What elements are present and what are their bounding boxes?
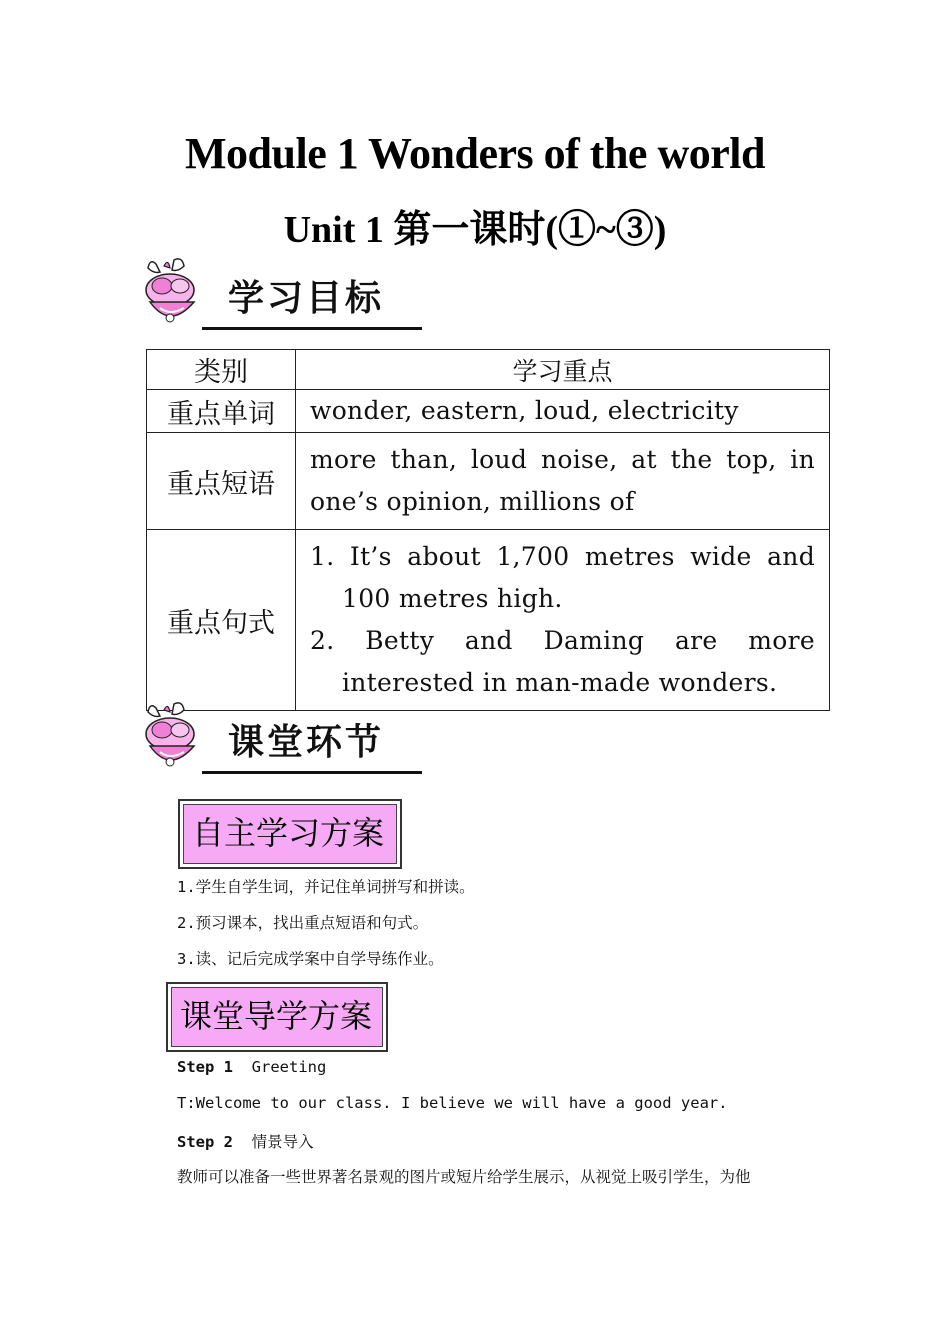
- row-content: wonder, eastern, loud, electricity: [296, 390, 830, 433]
- tag-label: 自主学习方案: [183, 804, 397, 864]
- column-header-focus: 学习重点: [296, 350, 830, 390]
- sentence-item: 1. It’s about 1,700 metres wide and 100 metres high.: [310, 542, 815, 613]
- table-row: [147, 390, 830, 433]
- table-row: [147, 433, 830, 530]
- tag-label: 课堂导学方案: [171, 987, 383, 1047]
- row-content: more than, loud noise, at the top, in one’s opinion, millions of: [296, 433, 830, 530]
- section-header-goals: [140, 256, 430, 334]
- class-guide-tag: [166, 982, 388, 1052]
- step-label: Step 2: [177, 1133, 233, 1151]
- row-category: 重点短语: [147, 433, 296, 530]
- self-study-tag: [178, 799, 402, 869]
- flower-basket-icon: [140, 700, 212, 776]
- table-row: [147, 530, 830, 711]
- section-underline: [202, 327, 422, 330]
- row-category: 重点单词: [147, 390, 296, 433]
- step-1-heading: [177, 1058, 326, 1076]
- paragraph: 教师可以准备一些世界著名景观的图片或短片给学生展示，从视觉上吸引学生，为他: [177, 1168, 751, 1186]
- row-content: [296, 530, 830, 711]
- step-2-heading: [177, 1130, 314, 1152]
- row-category: 重点句式: [147, 530, 296, 711]
- section-label: 学习目标: [228, 278, 385, 319]
- section-header-class: [140, 700, 430, 778]
- list-item: 2.预习课本，找出重点短语和句式。: [177, 914, 429, 932]
- section-underline: [202, 771, 422, 774]
- list-item: 1.学生自学生词，并记住单词拼写和拼读。: [177, 878, 475, 896]
- unit-title: Unit 1 第一课时(①~③): [283, 209, 667, 251]
- table-header-row: [147, 350, 830, 390]
- goals-table: [146, 349, 830, 711]
- module-title: Module 1 Wonders of the world: [185, 129, 765, 178]
- step-title: 情景导入: [251, 1133, 314, 1151]
- sentence-item: 2. Betty and Daming are more interested in man-made wonders.: [310, 626, 815, 697]
- paragraph: T:Welcome to our class. I believe we will have a good year.: [177, 1094, 728, 1112]
- list-item: 3.读、记后完成学案中自学导练作业。: [177, 950, 444, 968]
- flower-basket-icon: [140, 256, 212, 332]
- step-label: Step 1: [177, 1058, 233, 1076]
- column-header-category: 类别: [147, 350, 296, 390]
- step-title: Greeting: [251, 1058, 327, 1076]
- section-label: 课堂环节: [228, 722, 385, 763]
